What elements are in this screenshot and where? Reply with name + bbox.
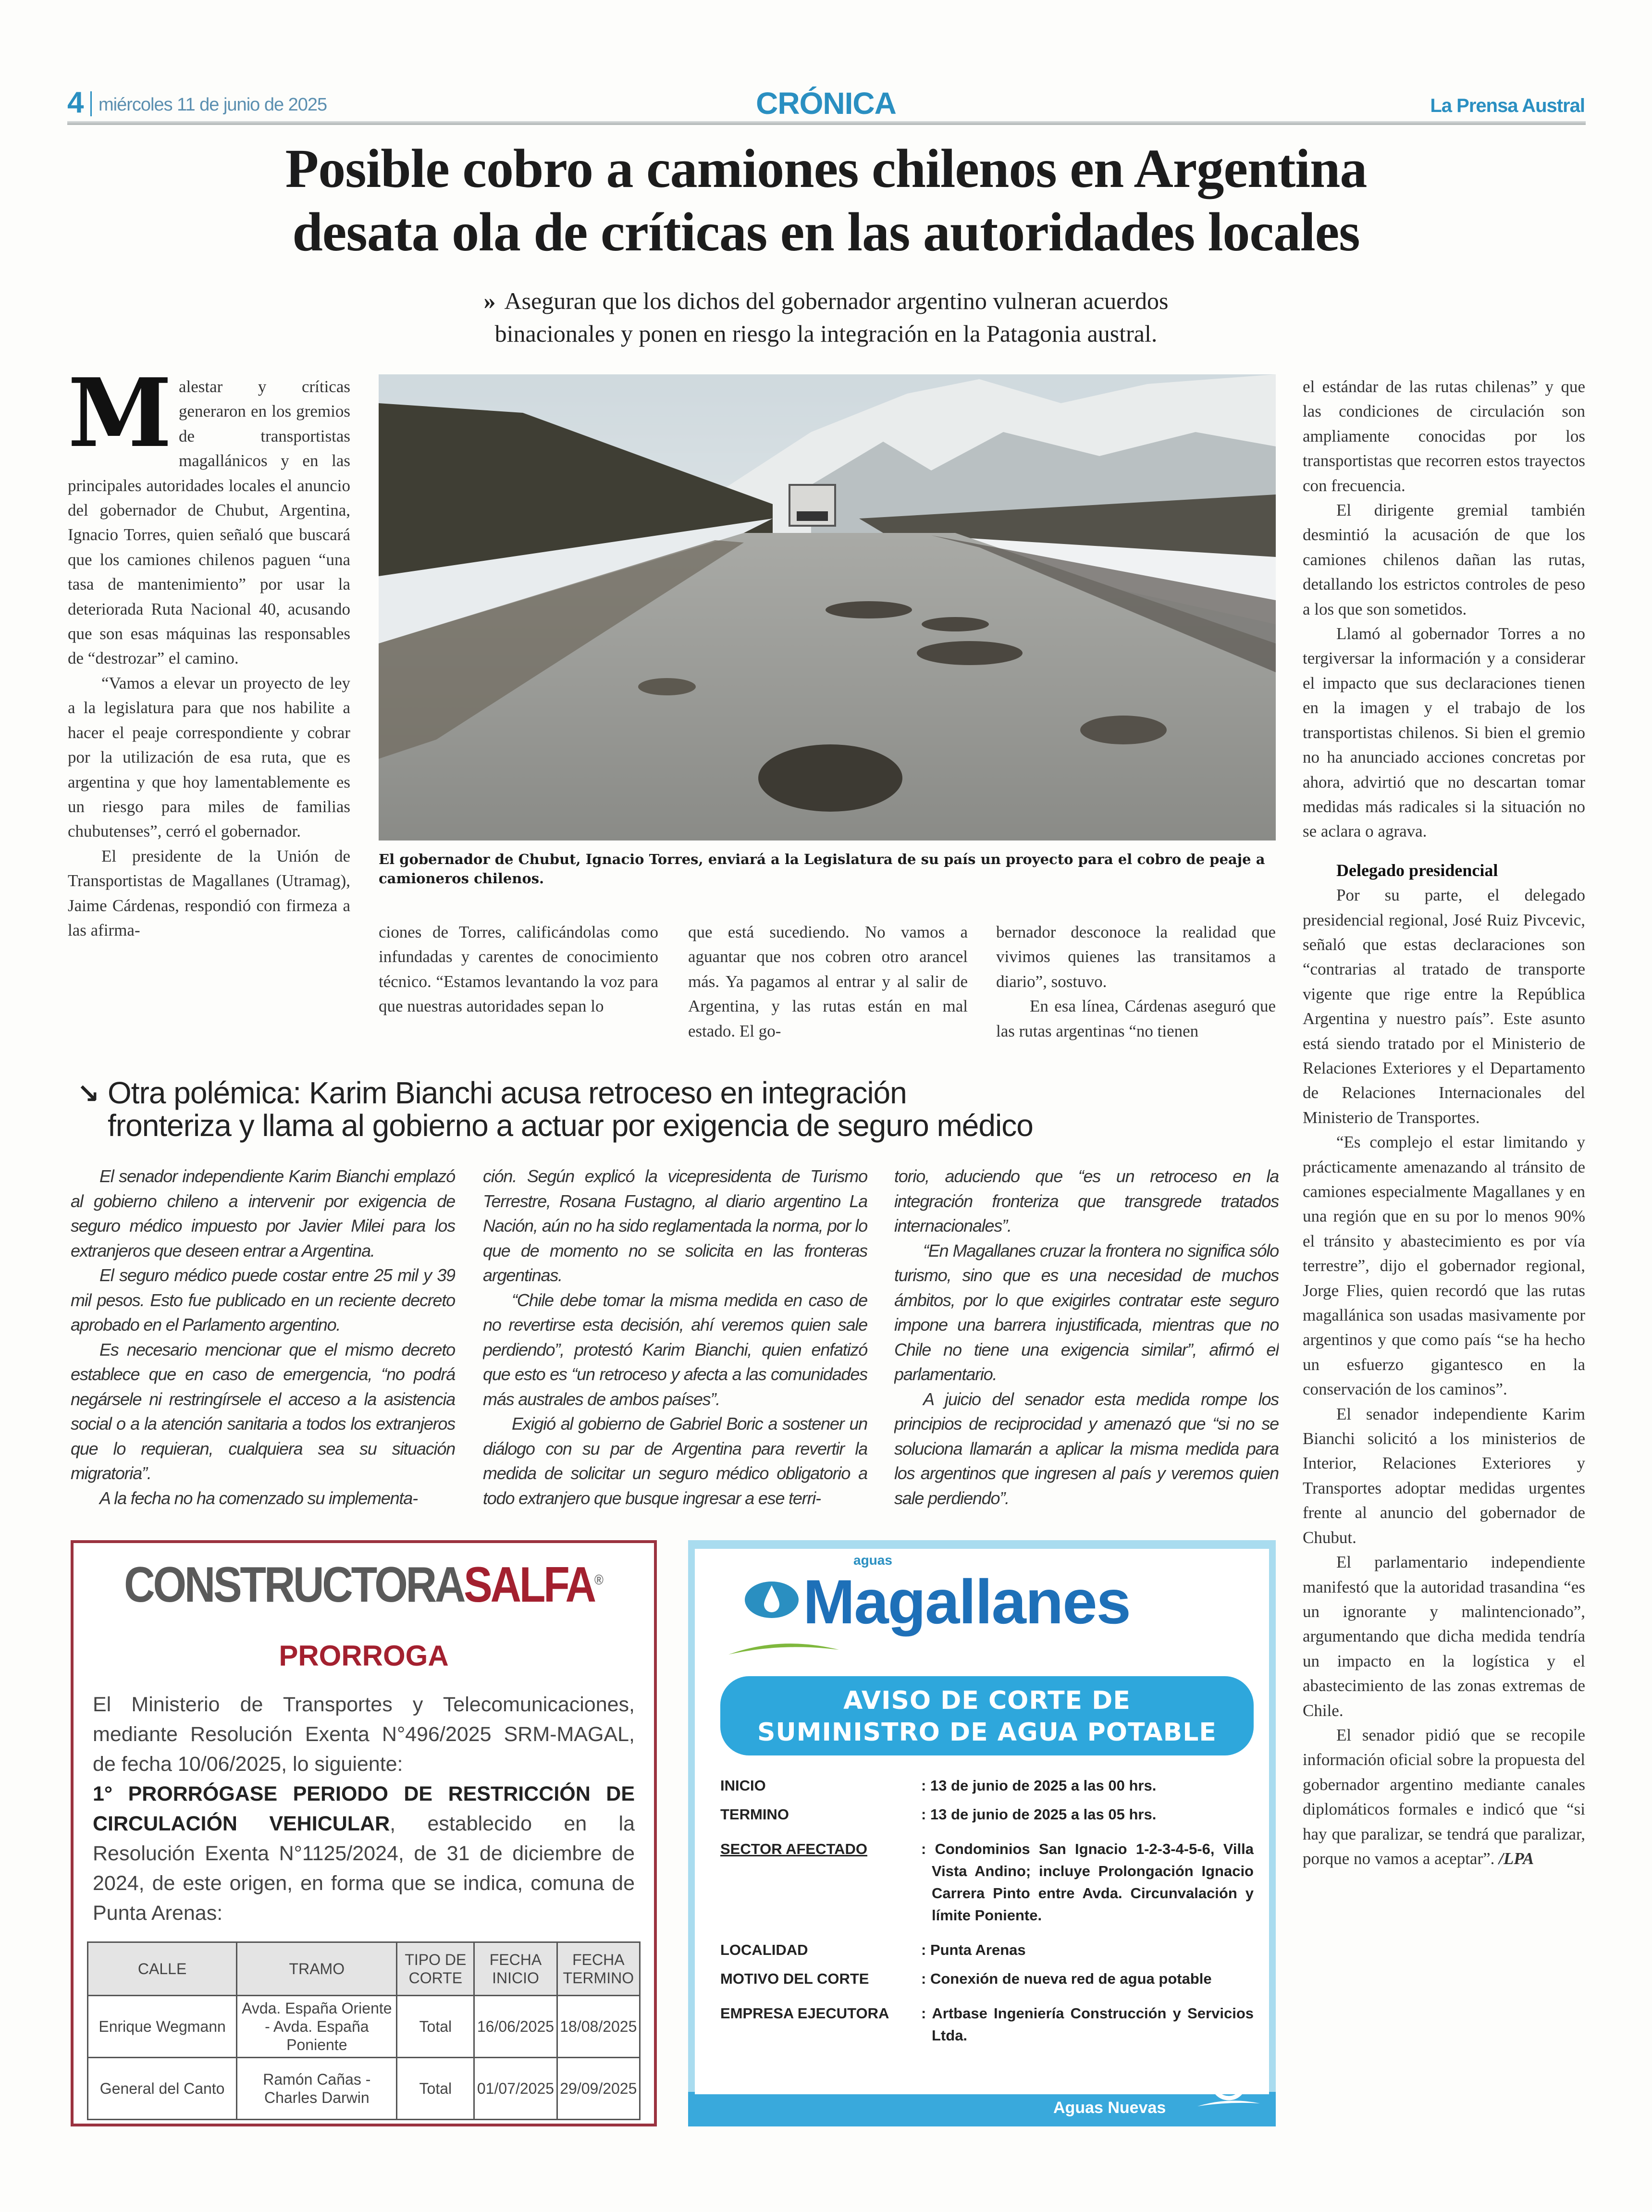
paragraph: bernador desconoce la realidad que vivimos quienes las transitamos a diario”, sostuvo. [996,923,1276,991]
magallanes-logo: Magallanes [803,1567,1130,1637]
footer-line: Aguas Nuevas [1053,2099,1166,2117]
article-column-3 [688,920,968,1046]
deck-line: binacionales y ponen en riesgo la integración en la Patagonia austral. [494,320,1158,347]
secondary-headline [77,1076,1288,1142]
drop-cap: M [68,374,172,469]
info-label: MOTIVO DEL CORTE [720,1970,869,1987]
article-column-5 [1303,374,1585,1871]
publication-name: La Prensa Austral [1430,95,1585,116]
info-row [720,1838,1254,1927]
issue-date: miércoles 11 de junio de 2025 [99,95,327,115]
info-value: : Conexión de nueva red de agua potable [932,1968,1254,1990]
paragraph: ciones de Torres, calificándolas como infundadas y carentes de conocimiento técnico. “Estamos levantando la voz para que nuestras autoridades sepan lo [379,923,658,1016]
info-label: EMPRESA EJECUTORA [720,2005,889,2022]
table-row [88,2058,640,2120]
paragraph: que está sucediendo. No vamos a aguantar que nos cobren otro arancel más. Ya pagamos al entrar y al salir de Argentina, y las rutas están en mal estado. El go- [688,923,968,1040]
paragraph: Llamó al gobernador Torres a no tergiversar la información y a considerar el impacto que sus declaraciones tienen en la imagen y el trabajo de los transportistas chilenos. Si bien el gremio no ha anunciado acciones concretas por ahora, advirtió que no descartan tomar medidas más radicales si la situación no se aclara o agrava. [1303,624,1585,841]
table-cell: General del Canto [88,2058,237,2120]
aguas-magallanes-advertisement [688,1540,1276,2126]
headline-line: Posible cobro a camiones chilenos en Argentina [285,138,1367,199]
secondary-column-1 [71,1164,455,1512]
water-drop-icon [743,1577,801,1620]
table-header: TIPO DE CORTE [397,1942,474,1996]
banner-line: AVISO DE CORTE DE [843,1686,1131,1715]
subheading: Delegado presidencial [1336,860,1498,880]
paragraph: Es necesario mencionar que el mismo decreto establece que en caso de emergencia, “no podrá negársele ni restringírsele el acceso a la asistencia social o a la atención sanitaria a todos los extranjeros que lo requieran, cualquiera sea su situación migratoria”. [71,1339,455,1483]
paragraph: Por su parte, el delegado presidencial regional, José Ruiz Pivcevic, señaló que estas declaraciones son “contrarias al tratado de transporte vigente que rige entre la República Argentina y nuestro país”. Este asunto está siendo tratado por el Ministerio de Relaciones Exteriores y el Departamento de Relaciones Internacionales del Ministerio de Transportes. [1303,886,1585,1127]
paragraph: el estándar de las rutas chilenas” y que las condiciones de circulación son ampliamente conocidas por los transportistas que recorren estos trayectos con frecuencia. [1303,377,1585,495]
info-value: : 13 de junio de 2025 a las 05 hrs. [932,1804,1254,1826]
article-column-1 [68,374,350,1047]
signature: /LPA [1499,1849,1534,1868]
green-swoosh [728,1638,839,1657]
parent-company-text [1053,2075,1166,2119]
photo-caption: El gobernador de Chubut, Ignacio Torres, enviará a la Legislatura de su país un proyecto para el cobro de peaje a camioneros chilenos. [379,851,1265,887]
salfa-logo: CONSTRUCTORASALFA® [124,1557,604,1613]
page-number: 4 [67,86,84,119]
notice-text: , establecido en la Resolución Exenta N°1125/2024, de 31 de diciembre de 2024, de este origen, en forma que se indica, comuna de Punta Arenas: [93,1812,635,1925]
road-photo [379,374,1276,840]
info-label: LOCALIDAD [720,1941,808,1958]
info-row [720,1968,1254,1990]
restriction-table [87,1941,641,2120]
table-cell: 29/09/2025 [557,2058,640,2120]
table-header: TRAMO [237,1942,397,1996]
headline-line: Otra polémica: Karim Bianchi acusa retroceso en integración [108,1075,907,1110]
paragraph: En esa línea, Cárdenas aseguró que las rutas argentinas “no tienen [996,997,1276,1040]
headline-line: desata ola de críticas en las autoridades locales [292,201,1360,262]
info-value: : 13 de junio de 2025 a las 00 hrs. [932,1775,1254,1797]
notice-bold-lead: 1° PRORRÓGASE PERIODO DE RESTRICCIÓN DE CIRCULACIÓN VEHICULAR [93,1782,635,1835]
salfa-advertisement [71,1540,657,2126]
info-label: TERMINO [720,1806,789,1823]
table-cell: 01/07/2025 [474,2058,557,2120]
notice-body [93,1690,635,1928]
notice-title: PRORROGA [279,1640,449,1672]
secondary-column-3 [894,1164,1279,1512]
paragraph: El seguro médico puede costar entre 25 mil y 39 mil pesos. Esto fue publicado en un reciente decreto aprobado en el Parlamento argentino. [71,1265,455,1335]
paragraph: “Vamos a elevar un proyecto de ley a la legislatura para que nos habilite a hacer el peaje correspondiente y cobrar por la utilización de esa ruta, que es argentina y que hoy lamentablemente es un riesgo para miles de familias chubutenses”, cerró el gobernador. [68,673,350,841]
secondary-column-2 [483,1164,867,1512]
paragraph: Exigió al gobierno de Gabriel Boric a sostener un diálogo con su par de Argentina para revertir la medida de solicitar un seguro médico obligatorio a todo extranjero que busque ingresar a ese terri- [483,1414,867,1508]
table-cell: 18/08/2025 [557,1996,640,2058]
paragraph: A la fecha no ha comenzado su implementa- [99,1488,418,1508]
notice-intro: El Ministerio de Transportes y Telecomunicaciones, mediante Resolución Exenta N°496/2025 SRM-MAGAL, de fecha 10/06/2025, lo siguiente: [93,1693,635,1776]
deck [288,284,1364,350]
table-header: FECHA TERMINO [557,1942,640,1996]
table-header: FECHA INICIO [474,1942,557,1996]
section-title: CRÓNICA [756,86,896,121]
info-label: SECTOR AFECTADO [720,1841,867,1857]
paragraph [1303,1723,1585,1871]
footer-line: Una empresa [1053,2076,1156,2095]
paragraph: ción. Según explicó la vicepresidenta de Turismo Terrestre, Rosana Fustagno, al diario argentino La Nación, aún no ha sido reglamentada la norma, por lo que de momento no se solicita en las fronteras argentinas. [483,1166,867,1285]
header-rule [67,121,1586,125]
notice-banner [720,1676,1254,1755]
paragraph: El presidente de la Unión de Transportistas de Magallanes (Utramag), Jaime Cárdenas, respondió con firmeza a las afirma- [68,846,350,939]
arrow-down-right-icon: ↘ [77,1078,99,1110]
table-cell: Ramón Cañas - Charles Darwin [237,2058,397,2120]
info-value: : Artbase Ingeniería Construcción y Servicios Ltda. [932,2002,1254,2047]
table-cell: Total [397,1996,474,2058]
paragraph: “En Magallanes cruzar la frontera no significa sólo turismo, sino que es una necesidad de muchos ámbitos, por lo que exigirles contratar este seguro impone una barrera injustificada, mientras que no Chile no tiene una exigencia similar”, afirmó el parlamentario. [894,1240,1279,1384]
paragraph: El senador independiente Karim Bianchi emplazó al gobierno chileno a intervenir por exigencia de seguro médico impuesto por Javier Milei para los extranjeros que deseen entrar a Argentina. [71,1166,455,1260]
paragraph: “Chile debe tomar la misma medida en caso de no revertirse esta decisión, ahí veremos quien sale perdiendo”, protestó Karim Bianchi, quien enfatizó que esto es “un retroceso y afecta a las comunidades más australes de ambos países”. [483,1290,867,1409]
paragraph: El parlamentario independiente manifestó que la autoridad trasandina “es un ignorante y malintencionado”, argumentando que dicha medida tendría un impacto en la logística y el abastecimiento de las zonas extremas de Chile. [1303,1553,1585,1720]
banner-line: SUMINISTRO DE AGUA POTABLE [757,1718,1217,1747]
info-row [720,1804,1254,1826]
aguas-nuevas-logo-icon [1197,2069,1260,2112]
deck-line: Aseguran que los dichos del gobernador argentino vulneran acuerdos [504,287,1169,314]
info-value: : Punta Arenas [932,1939,1254,1961]
table-cell: Avda. España Oriente - Avda. España Poniente [237,1996,397,2058]
article-column-4 [996,920,1276,1046]
main-headline [96,137,1556,264]
logo-small-text: aguas [853,1553,892,1568]
table-cell: Enrique Wegmann [88,1996,237,2058]
double-chevron-right-icon: » [483,287,496,314]
paragraph: torio, aduciendo que “es un retroceso en la integración fronteriza que transgrede tratados internacionales”. [894,1166,1279,1236]
info-row [720,1939,1254,1961]
info-row [720,2002,1254,2047]
notice-details [720,1775,1254,2053]
table-cell: Total [397,2058,474,2120]
paragraph-text: El senador pidió que se recopile información oficial sobre la propuesta del gobernador argentino mediante canales diplomáticos formales e indicó que “si hay que paralizar, se tendrá que paralizar, porque no vamos a aceptar”. [1303,1725,1585,1868]
table-row [88,1996,640,2058]
paragraph: El dirigente gremial también desmintió la acusación de que los camiones chilenos dañan las rutas, detallando los estrictos controles de peso a los que son sometidos. [1303,501,1585,618]
article-column-2 [379,920,658,1046]
table-cell: 16/06/2025 [474,1996,557,2058]
notice-panel [695,1549,1269,2094]
headline-line: fronteriza y llama al gobierno a actuar por exigencia de seguro médico [108,1108,1033,1143]
table-header: CALLE [88,1942,237,1996]
paragraph: A juicio del senador esta medida rompe los principios de reciprocidad y amenazó que “si no se soluciona llamarán a aplicar la misma medida para los argentinos que ingresen al país y veremos quien sale perdiendo”. [894,1389,1279,1508]
paragraph: alestar y críticas generaron en los gremios de transportistas magallánicos y en las principales autoridades locales el anuncio del gobernador de Chubut, Argentina, Ignacio Torres, quien señaló que buscará que los camiones chilenos paguen “una tasa de mantenimiento” por usar la deteriorada Ruta Nacional 40, acusando que son esas máquinas las responsables de “destrozar” el camino. [68,377,350,668]
paragraph: El senador independiente Karim Bianchi solicitó a los ministerios de Interior, Relaciones Exteriores y Transportes adoptar medidas urgentes frente al anuncio del gobernador de Chubut. [1303,1404,1585,1547]
info-row [720,1775,1254,1797]
info-value: : Condominios San Ignacio 1-2-3-4-5-6, Villa Vista Andino; incluye Prolongación Ignacio Carrera Pinto entre Avda. Circunvalación y límite Poniente. [932,1838,1254,1927]
paragraph: “Es complejo el estar limitando y prácticamente amenazando al tránsito de camiones especialmente Magallanes y en una región que en su por lo menos 90% el tránsito y abastecimiento es por vía terrestre”, dijo el gobernador regional, Jorge Flies, quien recordó que las rutas magallánica son usadas masivamente por argentinos y que como país “se ha hecho un esfuerzo gigantesco en la conservación de los caminos”. [1303,1133,1585,1399]
info-label: INICIO [720,1777,766,1794]
